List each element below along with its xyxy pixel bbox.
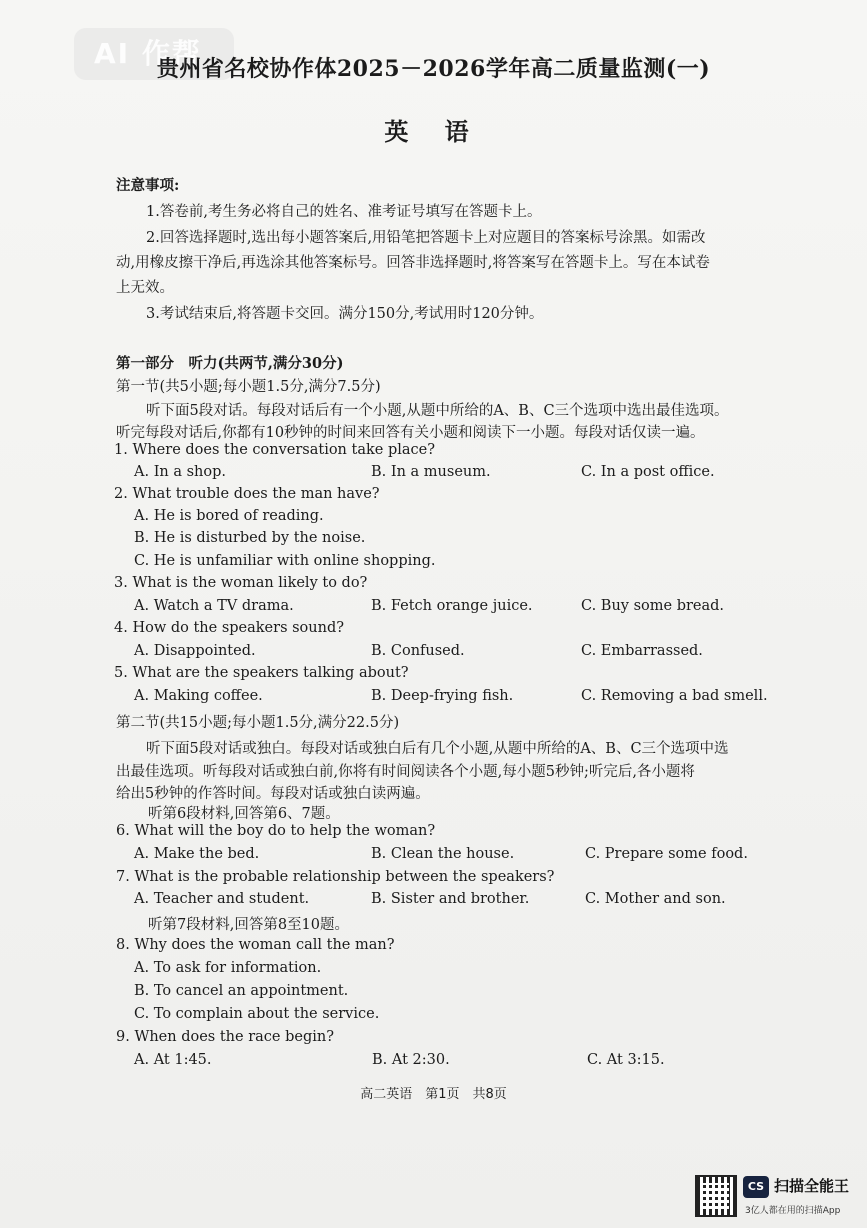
exam-title: 贵州省名校协作体2025－2026学年高二质量监测(一) xyxy=(156,56,711,82)
section1-heading: 第一节(共5小题;每小题1.5分,满分7.5分) xyxy=(116,379,381,395)
question-8-stem: 8. Why does the woman call the man? xyxy=(116,937,395,953)
question-4-option-c: C. Embarrassed. xyxy=(581,643,703,659)
part1-heading: 第一部分 听力(共两节,满分30分) xyxy=(116,355,344,372)
question-9-option-a: A. At 1:45. xyxy=(134,1052,212,1068)
question-3-option-a: A. Watch a TV drama. xyxy=(134,598,294,614)
question-9-option-c: C. At 3:15. xyxy=(587,1052,665,1068)
notes-item-3: 3.考试结束后,将答题卡交回。满分150分,考试用时120分钟。 xyxy=(146,306,544,322)
question-9-option-b: B. At 2:30. xyxy=(372,1052,450,1068)
scanner-app-name: 扫描全能王 xyxy=(774,1177,850,1195)
section1-instruction-line-2: 听完每段对话后,你都有10秒钟的时间来回答有关小题和阅读下一小题。每段对话仅读一遍。 xyxy=(116,425,705,441)
question-6-option-a: A. Make the bed. xyxy=(134,846,260,862)
subject-title: 英 语 xyxy=(384,117,483,146)
question-7-option-c: C. Mother and son. xyxy=(585,891,726,907)
question-8-option-c: C. To complain about the service. xyxy=(134,1006,380,1022)
question-5-stem: 5. What are the speakers talking about? xyxy=(114,665,409,681)
question-3-option-c: C. Buy some bread. xyxy=(581,598,725,614)
notes-item-2-line-1: 2.回答选择题时,选出每小题答案后,用铅笔把答题卡上对应题目的答案标号涂黑。如需改 xyxy=(146,230,706,246)
page-footer: 高二英语 第1页 共8页 xyxy=(360,1087,507,1102)
question-1-option-b: B. In a museum. xyxy=(371,464,491,480)
question-7-stem: 7. What is the probable relationship between the speakers? xyxy=(116,869,555,885)
question-7-option-a: A. Teacher and student. xyxy=(134,891,310,907)
question-3-option-b: B. Fetch orange juice. xyxy=(371,598,533,614)
question-1-option-c: C. In a post office. xyxy=(581,464,715,480)
section2-instruction-line-1: 听下面5段对话或独白。每段对话或独白后有几个小题,从题中所给的A、B、C三个选项中选 xyxy=(146,741,729,757)
question-1-stem: 1. Where does the conversation take place? xyxy=(114,442,435,458)
notes-item-2-line-2: 动,用橡皮擦干净后,再选涂其他答案标号。回答非选择题时,将答案写在答题卡上。写在本试卷 xyxy=(116,255,710,271)
section2-heading: 第二节(共15小题;每小题1.5分,满分22.5分) xyxy=(116,715,400,731)
question-2-stem: 2. What trouble does the man have? xyxy=(114,486,380,502)
qr-code-icon xyxy=(695,1175,737,1217)
question-6-option-b: B. Clean the house. xyxy=(371,846,515,862)
section2-instruction-line-3: 给出5秒钟的作答时间。每段对话或独白读两遍。 xyxy=(116,786,430,802)
question-6-option-c: C. Prepare some food. xyxy=(585,846,748,862)
question-4-option-a: A. Disappointed. xyxy=(134,643,256,659)
question-7-option-b: B. Sister and brother. xyxy=(371,891,530,907)
question-8-option-a: A. To ask for information. xyxy=(134,960,322,976)
camscanner-logo-icon: CS xyxy=(743,1176,769,1198)
question-2-option-a: A. He is bored of reading. xyxy=(134,508,324,524)
question-4-option-b: B. Confused. xyxy=(371,643,465,659)
question-5-option-b: B. Deep-frying fish. xyxy=(371,688,514,704)
section2-instruction-line-2: 出最佳选项。听每段对话或独白前,你将有时间阅读各个小题,每小题5秒钟;听完后,各小题将 xyxy=(116,764,695,780)
question-5-option-c: C. Removing a bad smell. xyxy=(581,688,768,704)
material-7-instruction: 听第7段材料,回答第8至10题。 xyxy=(148,917,350,933)
question-6-stem: 6. What will the boy do to help the woman? xyxy=(116,823,436,839)
ai-watermark: AI 作帮 xyxy=(74,28,234,80)
scanner-app-tagline: 3亿人都在用的扫描App xyxy=(745,1206,841,1216)
notes-item-1: 1.答卷前,考生务必将自己的姓名、准考证号填写在答题卡上。 xyxy=(146,204,542,220)
question-5-option-a: A. Making coffee. xyxy=(134,688,263,704)
question-2-option-c: C. He is unfamiliar with online shopping. xyxy=(134,553,436,569)
notes-item-2-line-3: 上无效。 xyxy=(116,280,174,296)
notes-heading: 注意事项: xyxy=(116,177,180,194)
question-3-stem: 3. What is the woman likely to do? xyxy=(114,575,368,591)
question-9-stem: 9. When does the race begin? xyxy=(116,1029,334,1045)
question-2-option-b: B. He is disturbed by the noise. xyxy=(134,530,366,546)
material-6-instruction: 听第6段材料,回答第6、7题。 xyxy=(148,806,340,822)
question-1-option-a: A. In a shop. xyxy=(134,464,227,480)
question-8-option-b: B. To cancel an appointment. xyxy=(134,983,349,999)
question-4-stem: 4. How do the speakers sound? xyxy=(114,620,345,636)
section1-instruction-line-1: 听下面5段对话。每段对话后有一个小题,从题中所给的A、B、C三个选项中选出最佳选项。 xyxy=(146,403,729,419)
